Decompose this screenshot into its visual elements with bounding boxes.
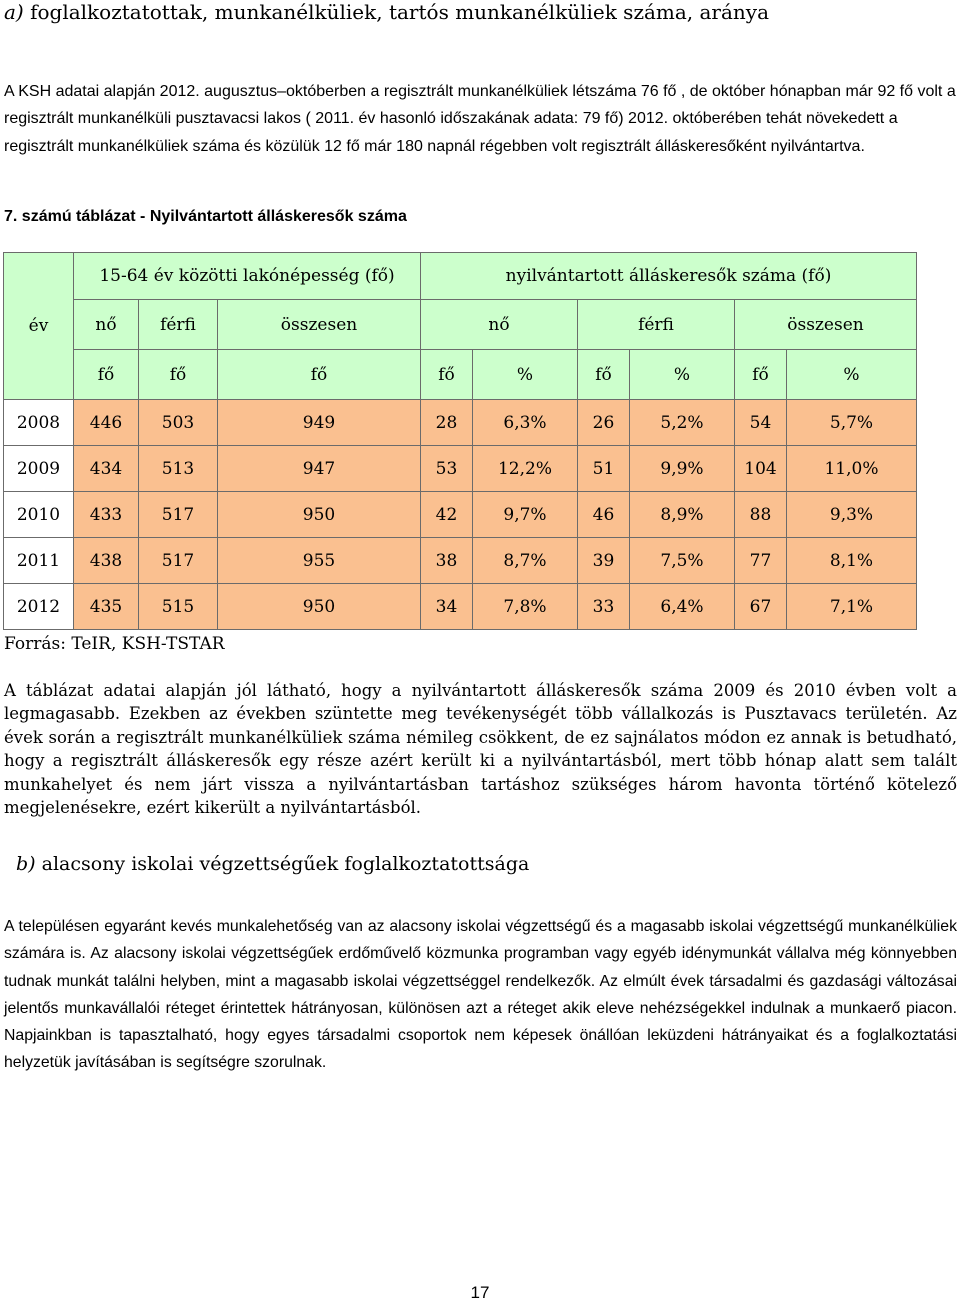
year-column-header: év xyxy=(4,253,74,400)
year-cell: 2012 xyxy=(4,584,74,630)
section-a-heading xyxy=(4,0,769,24)
unit-cell: fő xyxy=(421,350,473,400)
table-caption: 7. számú táblázat - Nyilvántartott álláskeresők száma xyxy=(4,208,407,225)
table-cell: 12,2% xyxy=(473,446,578,492)
table-cell: 9,3% xyxy=(787,492,917,538)
table-row xyxy=(4,538,917,584)
table-cell: 5,2% xyxy=(630,400,735,446)
table-cell: 7,5% xyxy=(630,538,735,584)
table-cell: 46 xyxy=(578,492,630,538)
table-cell: 503 xyxy=(139,400,218,446)
unit-cell: % xyxy=(787,350,917,400)
table-cell: 8,9% xyxy=(630,492,735,538)
table-cell: 104 xyxy=(735,446,787,492)
jobseekers-table xyxy=(3,252,917,630)
table-cell: 33 xyxy=(578,584,630,630)
table-cell: 446 xyxy=(74,400,139,446)
table-cell: 955 xyxy=(218,538,421,584)
table-cell: 51 xyxy=(578,446,630,492)
table-cell: 54 xyxy=(735,400,787,446)
table-cell: 6,3% xyxy=(473,400,578,446)
table-cell: 67 xyxy=(735,584,787,630)
js-female-header: nő xyxy=(421,300,578,350)
section-a-letter: a) xyxy=(4,0,24,24)
population-group-header: 15-64 év közötti lakónépesség (fő) xyxy=(74,253,421,300)
table-cell: 88 xyxy=(735,492,787,538)
table-cell: 28 xyxy=(421,400,473,446)
table-cell: 7,8% xyxy=(473,584,578,630)
table-cell: 9,7% xyxy=(473,492,578,538)
js-total-header: összesen xyxy=(735,300,917,350)
section-a-title: foglalkoztatottak, munkanélküliek, tartós munkanélküliek száma, aránya xyxy=(30,0,770,24)
low-education-paragraph: A településen egyaránt kevés munkalehetőség van az alacsony iskolai végzettségű és a magasabb iskolai végzettségű munkanélküliek számára is. Az alacsony iskolai végzettségűek erdőművelő közmunka programban vagy egyéb idénymunkát vállalva még könnyebben tudnak munkát találni helyben, mint a magasabb iskolai végzettséggel rendelkezők. Az elmúlt évek társadalmi és gazdasági változásai jelentős munkavállalói réteget érintettek hátrányosan, különösen azt a réteget akik eleve nehézségekkel indulnak a munkaerő piacon. Napjainkban is tapasztalható, hogy egyes társadalmi csoportok nem képesek önállóan leküzdeni hátrányaikat és a foglalkoztatási helyzetük javításában is segítségre szorulnak. xyxy=(4,918,957,1072)
intro-paragraph: A KSH adatai alapján 2012. augusztus–októberben a regisztrált munkanélküliek létszáma 76 fő , de október hónapban már 92 fő volt a regisztrált munkanélküli pusztavacsi lakos ( 2011. év hasonló időszakának adata: 79 fő) 2012. októberében tehát növekedett a regisztrált munkanélküliek száma és közülük 12 fő már 180 napnál régebben volt regisztrált álláskeresőként nyilvántartva. xyxy=(4,83,956,155)
table-cell: 947 xyxy=(218,446,421,492)
js-male-header: férfi xyxy=(578,300,735,350)
table-cell: 7,1% xyxy=(787,584,917,630)
unit-cell: % xyxy=(630,350,735,400)
table-cell: 8,7% xyxy=(473,538,578,584)
year-cell: 2008 xyxy=(4,400,74,446)
table-cell: 517 xyxy=(139,492,218,538)
section-b-letter: b) xyxy=(16,853,36,875)
unit-cell: fő xyxy=(218,350,421,400)
table-cell: 38 xyxy=(421,538,473,584)
analysis-paragraph: A táblázat adatai alapján jól látható, hogy a nyilvántartott álláskeresők száma 2009 és 2010 évben volt a legmagasabb. Ezekben az években szüntette meg tevékenységét több vállalkozás is Pusztavacs területén. Az évek során a regisztrált munkanélküliek száma némileg csökkent, de ez sajnálatos módon ez annak is betudható, hogy a regisztrált álláskeresők egy része azért került ki a nyilvántartásból, mert több hónap alatt sem talált munkahelyet és nem járt vissza a nyilvántartásban tartáshoz szükséges három havonta történő kötelező megjelenésekre, ezért kikerült a nyilvántartásból. xyxy=(4,681,957,818)
pop-total-header: összesen xyxy=(218,300,421,350)
table-cell: 435 xyxy=(74,584,139,630)
pop-female-header: nő xyxy=(74,300,139,350)
table-cell: 9,9% xyxy=(630,446,735,492)
unit-cell: % xyxy=(473,350,578,400)
table-source: Forrás: TeIR, KSH-TSTAR xyxy=(4,634,225,654)
table-cell: 950 xyxy=(218,584,421,630)
pop-male-header: férfi xyxy=(139,300,218,350)
table-cell: 434 xyxy=(74,446,139,492)
section-b-title: alacsony iskolai végzettségűek foglalkoztatottsága xyxy=(41,853,530,875)
table-cell: 11,0% xyxy=(787,446,917,492)
section-b-heading xyxy=(16,853,529,875)
table-cell: 26 xyxy=(578,400,630,446)
table-row xyxy=(4,400,917,446)
jobseekers-group-header: nyilvántartott álláskeresők száma (fő) xyxy=(421,253,917,300)
unit-cell: fő xyxy=(578,350,630,400)
table-cell: 6,4% xyxy=(630,584,735,630)
table-cell: 39 xyxy=(578,538,630,584)
unit-cell: fő xyxy=(139,350,218,400)
unit-cell: fő xyxy=(735,350,787,400)
table-cell: 42 xyxy=(421,492,473,538)
table-cell: 949 xyxy=(218,400,421,446)
table-cell: 515 xyxy=(139,584,218,630)
table-cell: 34 xyxy=(421,584,473,630)
table-cell: 438 xyxy=(74,538,139,584)
unit-cell: fő xyxy=(74,350,139,400)
jobseekers-table-wrapper xyxy=(3,252,917,630)
page-number: 17 xyxy=(470,1283,490,1302)
year-cell: 2009 xyxy=(4,446,74,492)
table-row xyxy=(4,492,917,538)
table-cell: 5,7% xyxy=(787,400,917,446)
table-cell: 53 xyxy=(421,446,473,492)
table-row xyxy=(4,446,917,492)
table-cell: 433 xyxy=(74,492,139,538)
table-cell: 77 xyxy=(735,538,787,584)
table-cell: 8,1% xyxy=(787,538,917,584)
table-row xyxy=(4,584,917,630)
year-cell: 2010 xyxy=(4,492,74,538)
table-cell: 517 xyxy=(139,538,218,584)
table-cell: 950 xyxy=(218,492,421,538)
table-cell: 513 xyxy=(139,446,218,492)
year-cell: 2011 xyxy=(4,538,74,584)
